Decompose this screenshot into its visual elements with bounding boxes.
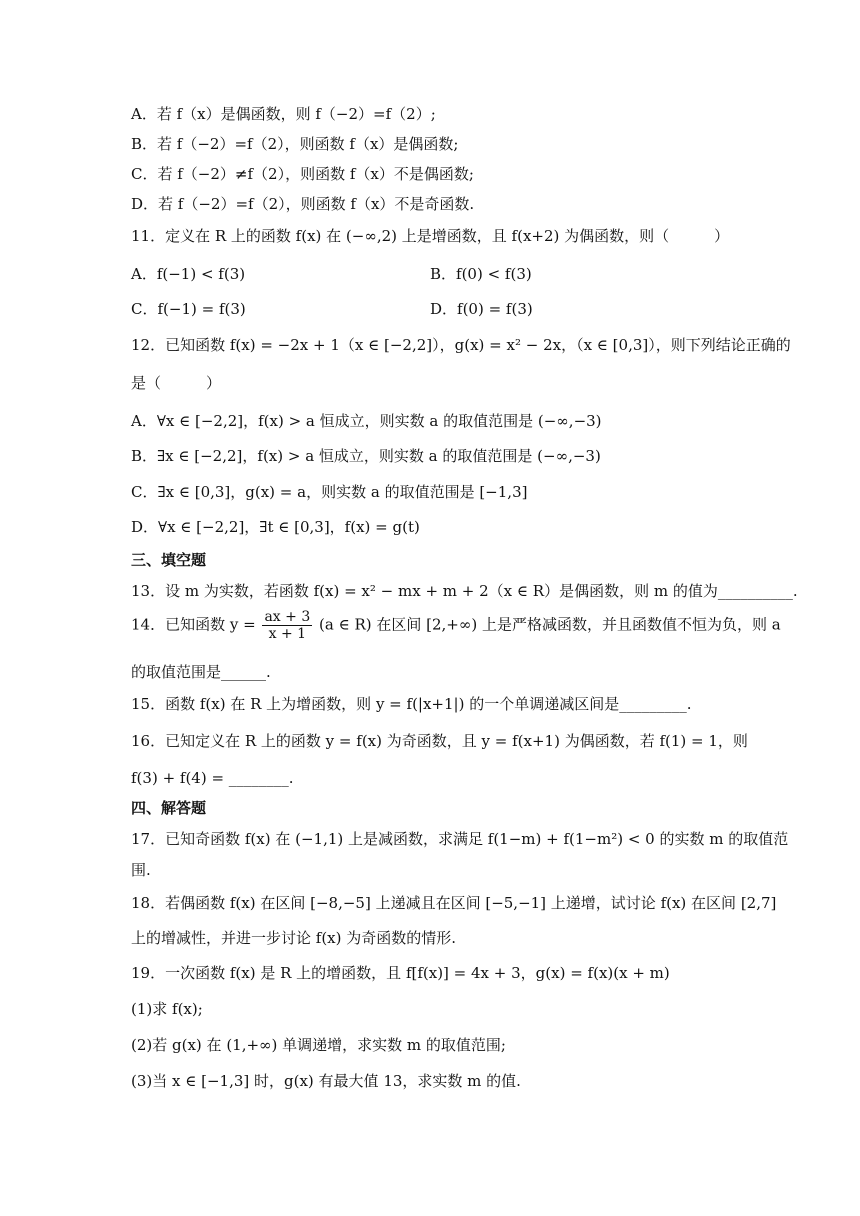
q17-line2: 围.: [131, 861, 151, 879]
q10-option-b: B．若 f（−2）=f（2），则函数 f（x）是偶函数;: [131, 135, 459, 153]
q18-line2: 上的增减性，并进一步讨论 f(x) 为奇函数的情形.: [131, 929, 457, 947]
q10-option-c: C．若 f（−2）≠f（2），则函数 f（x）不是偶函数;: [131, 165, 474, 183]
q17-line1: 17．已知奇函数 f(x) 在 (−1,1) 上是减函数，求满足 f(1−m) + f(1−m²) < 0 的实数 m 的取值范: [131, 830, 789, 848]
q14-suffix: (a ∈ R) 在区间 [2,+∞) 上是严格减函数，并且函数值不恒为负，则 a: [319, 615, 781, 634]
q11-option-b: B．f(0) < f(3): [430, 265, 532, 283]
q14-fraction: [262, 610, 312, 641]
q14-line1: [131, 610, 781, 641]
q14-line2: 的取值范围是______.: [131, 663, 271, 681]
q14-fraction-denominator: x + 1: [268, 626, 307, 642]
section-title-answer: 四、解答题: [131, 799, 207, 817]
q12-option-b: B．∃x ∈ [−2,2]，f(x) > a 恒成立，则实数 a 的取值范围是 (−∞,−3): [131, 447, 601, 465]
q19-part-3: (3)当 x ∈ [−1,3] 时，g(x) 有最大值 13，求实数 m 的值.: [131, 1072, 521, 1090]
q11-option-d: D．f(0) = f(3): [430, 300, 533, 318]
q11-option-c: C．f(−1) = f(3): [131, 300, 246, 318]
q19-stem: 19．一次函数 f(x) 是 R 上的增函数，且 f[f(x)] = 4x + 3，g(x) = f(x)(x + m): [131, 964, 670, 982]
q19-part-1: (1)求 f(x);: [131, 1000, 203, 1018]
q12-option-c: C．∃x ∈ [0,3]，g(x) = a，则实数 a 的取值范围是 [−1,3]: [131, 483, 528, 501]
q14-fraction-numerator: ax + 3: [264, 609, 311, 625]
q12-option-d: D．∀x ∈ [−2,2]，∃t ∈ [0,3]，f(x) = g(t): [131, 518, 420, 536]
q10-option-d: D．若 f（−2）=f（2），则函数 f（x）不是奇函数.: [131, 195, 475, 213]
q11-stem: 11．定义在 R 上的函数 f(x) 在 (−∞,2) 上是增函数，且 f(x+2) 为偶函数，则（ ）: [131, 227, 730, 245]
q18-line1: 18．若偶函数 f(x) 在区间 [−8,−5] 上递减且在区间 [−5,−1] 上递增，试讨论 f(x) 在区间 [2,7]: [131, 894, 777, 912]
q16-line2: f(3) + f(4) = ________.: [131, 769, 294, 787]
section-title-fill-blank: 三、填空题: [131, 551, 207, 569]
q15-text: 15．函数 f(x) 在 R 上为增函数，则 y = f(|x+1|) 的一个单调递减区间是_________.: [131, 695, 692, 713]
q11-option-a: A．f(−1) < f(3): [131, 265, 246, 283]
q19-part-2: (2)若 g(x) 在 (1,+∞) 单调递增，求实数 m 的取值范围;: [131, 1036, 506, 1054]
q14-prefix: 14．已知函数 y =: [131, 615, 256, 634]
q12-stem-line2: 是（ ）: [131, 374, 222, 392]
q12-stem-line1: 12．已知函数 f(x) = −2x + 1（x ∈ [−2,2]），g(x) = x² − 2x，（x ∈ [0,3]），则下列结论正确的: [131, 336, 791, 354]
q13-text: 13．设 m 为实数，若函数 f(x) = x² − mx + m + 2（x ∈ R）是偶函数，则 m 的值为__________.: [131, 582, 798, 600]
q10-option-a: A．若 f（x）是偶函数，则 f（−2）=f（2）;: [131, 105, 436, 123]
q16-line1: 16．已知定义在 R 上的函数 y = f(x) 为奇函数，且 y = f(x+1) 为偶函数，若 f(1) = 1，则: [131, 732, 748, 750]
q12-option-a: A．∀x ∈ [−2,2]，f(x) > a 恒成立，则实数 a 的取值范围是 (−∞,−3): [131, 412, 602, 430]
